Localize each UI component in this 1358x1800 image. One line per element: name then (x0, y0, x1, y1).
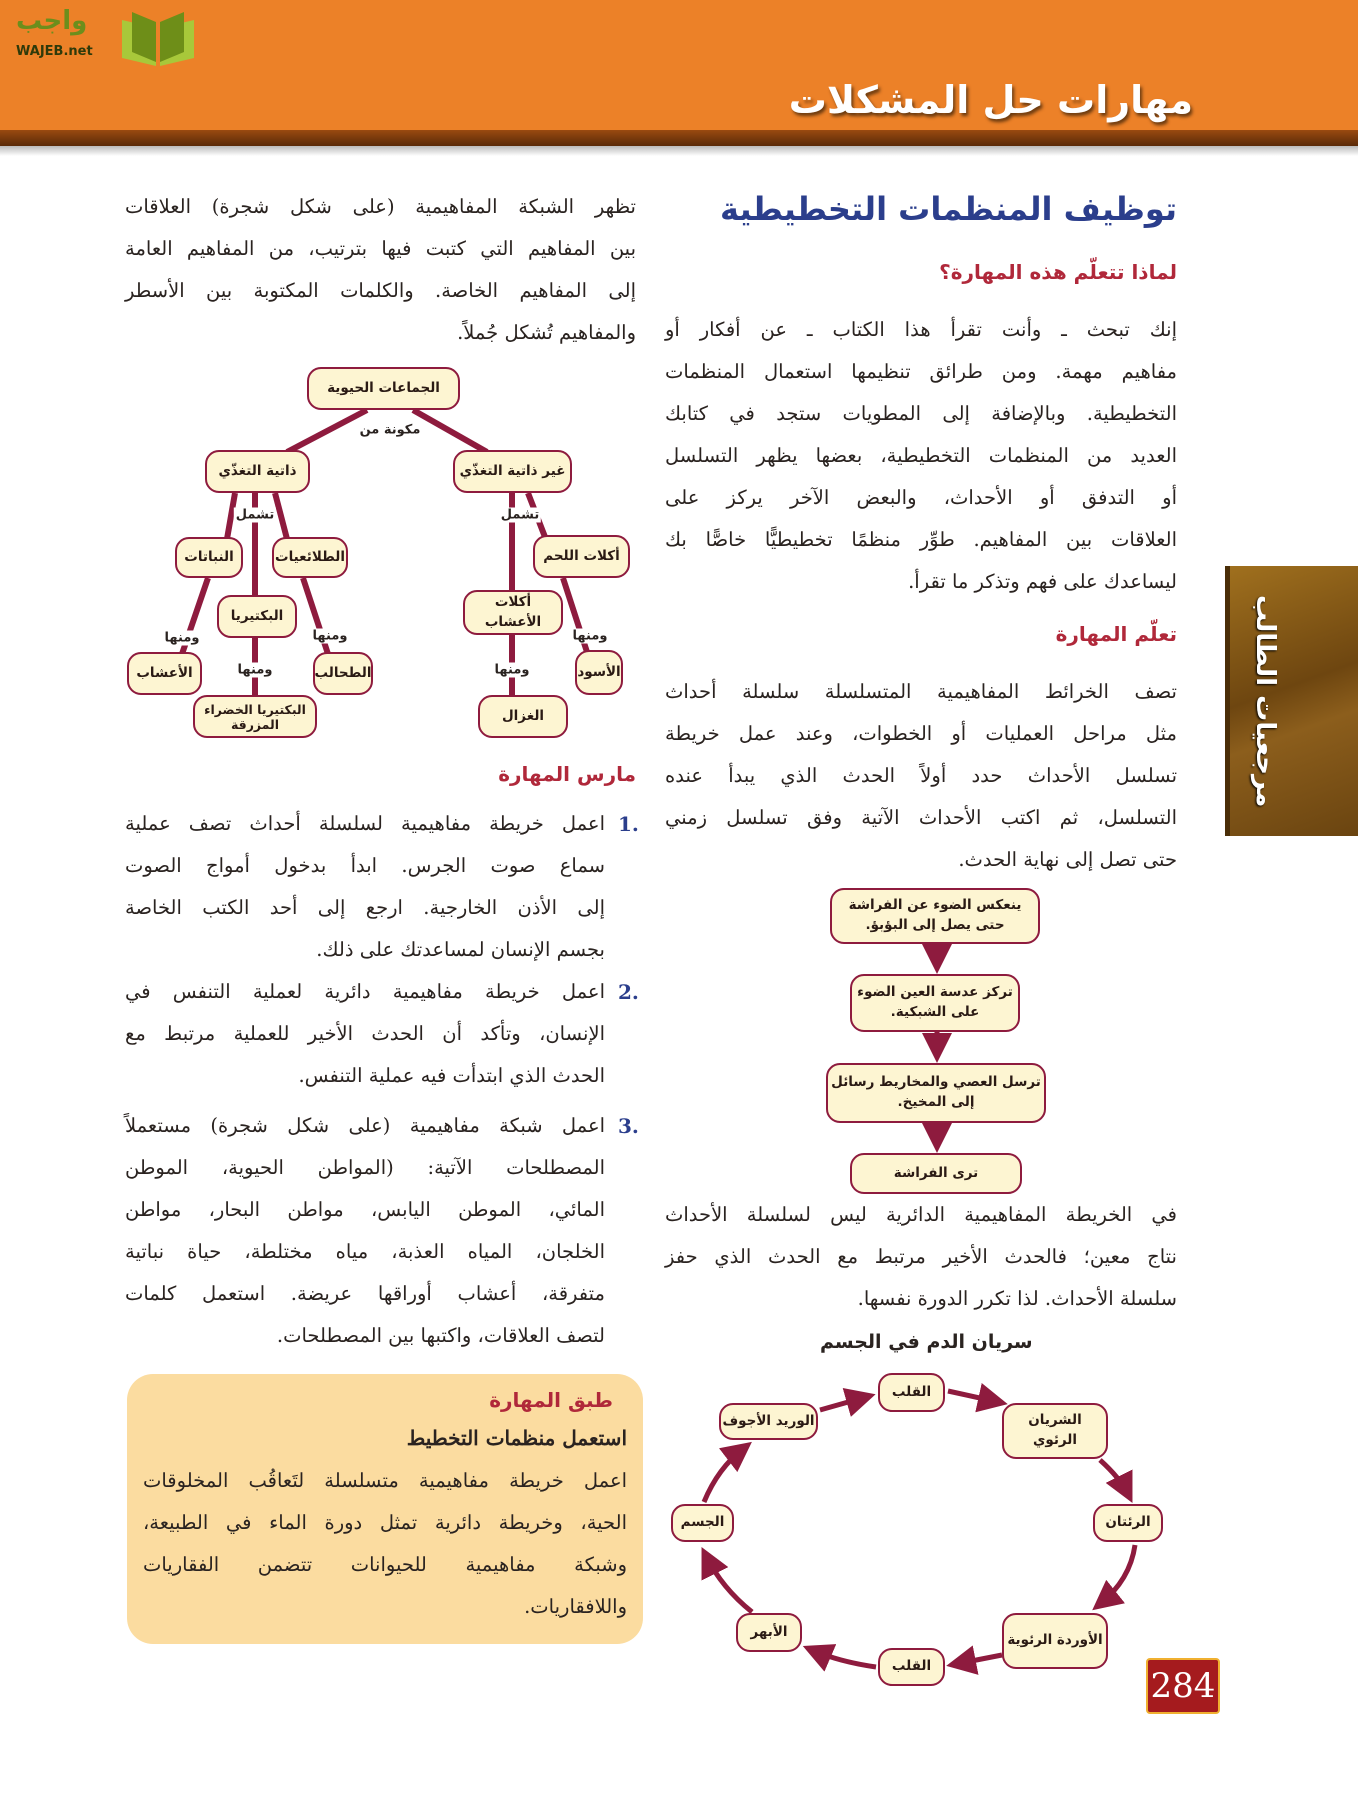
tree-plants: النباتات (175, 537, 243, 578)
practice-number-1: 1. (618, 812, 639, 836)
practice-item-3 (125, 1105, 605, 1357)
text-line: نتاج معين؛ فالحدث الأخير مرتبط مع الحدث الذي حفز (665, 1245, 1177, 1268)
text-line: في الخريطة المفاهيمية الدائرية ليس لسلسلة الأحداث (665, 1203, 1177, 1226)
text-line: إلى المفاهيم الخاصة. والكلمات المكتوبة بين الأسطر (125, 279, 636, 302)
tree-grasses: الأعشاب (127, 652, 202, 695)
text-line: اعمل خريطة مفاهيمية متسلسلة لتَعاقُب المخلوقات (143, 1469, 627, 1492)
tree-herbivores: أكلات الأعشاب (463, 590, 563, 635)
text-line: المائي، الموطن اليابس، مواطن البحار، مواطن (125, 1198, 605, 1221)
practice-number-2: 2. (618, 980, 639, 1004)
section-title: توظيف المنظمات التخطيطية (720, 190, 1177, 228)
page-number: 284 (1146, 1658, 1220, 1714)
text-line: الخلجان، المياه العذبة، مياه مختلطة، حياة نباتية (125, 1240, 605, 1263)
text-line: اعمل خريطة مفاهيمية لسلسلة أحداث تصف عملية (125, 812, 605, 835)
text-line: التسلسل، ثم اكتب الأحداث الآتية وفق تسلسل زمني (665, 806, 1177, 829)
tree-link-among-2: ومنها (237, 662, 273, 678)
apply-text (143, 1460, 627, 1628)
tree-root: الجماعات الحيوية (307, 367, 460, 410)
tree-link-among-5: ومنها (572, 628, 608, 644)
text-line: تظهر الشبكة المفاهيمية (على شكل شجرة) العلاقات (125, 195, 636, 218)
why-paragraph (665, 309, 1177, 603)
text-line: إلى الأذن الخارجية. ارجع إلى أحد الكتب الخاصة (125, 896, 605, 919)
text-line: اعمل شبكة مفاهيمية (على شكل شجرة) مستعملاً (125, 1114, 605, 1137)
tree-link-root: مكونة من (359, 422, 421, 438)
practice-number-3: 3. (618, 1114, 639, 1138)
text-line: والمفاهيم تُشكل جُملاً. (457, 321, 636, 344)
cycle-pulmonary-artery: الشريان الرئوي (1002, 1403, 1108, 1459)
text-line: الإنسان، وتأكد أن الحدث الأخير للعملية مرتبط مع (125, 1022, 605, 1045)
text-line: التخطيطية. وبالإضافة إلى المطويات ستجد في كتابك (665, 402, 1177, 425)
tree-protists: الطلائعيات (272, 537, 348, 578)
text-line: سماع صوت الجرس. ابدأ بدخول أمواج الصوت (125, 854, 605, 877)
apply-heading: طبق المهارة (489, 1388, 613, 1412)
tree-heterotrophs: غير ذاتية التغذّي (453, 450, 572, 493)
tree-link-includes-right: تشمل (500, 507, 540, 523)
header-band (0, 130, 1358, 146)
flow-step-3: ترسل العصي والمخاريط رسائل إلى المخيخ. (826, 1063, 1046, 1123)
apply-skill-box (127, 1374, 643, 1644)
tree-gazelle: الغزال (478, 695, 568, 738)
text-line: متفرقة، أعشاب أوراقها عريضة. استعمل كلمات (125, 1282, 605, 1305)
flow-step-2: تركز عدسة العين الضوء على الشبكية. (850, 974, 1020, 1032)
cycle-heart-top: القلب (878, 1373, 945, 1412)
text-line: إنك تبحث ـ وأنت تقرأ هذا الكتاب ـ عن أفكار أو (665, 318, 1177, 341)
tree-lions: الأسود (575, 650, 623, 695)
text-line: مفاهيم مهمة. ومن طرائق تنظيمها استعمال المنظمات (665, 360, 1177, 383)
tree-link-among-1: ومنها (164, 630, 200, 646)
flow-step-1: ينعكس الضوء عن الفراشة حتى يصل إلى البؤبؤ. (830, 888, 1040, 944)
book-icon (118, 8, 198, 68)
cycle-aorta: الأبهر (736, 1613, 802, 1652)
tree-autotrophs: ذاتية التغذّي (205, 450, 310, 493)
text-line: اعمل خريطة مفاهيمية دائرية لعملية التنفس في (125, 980, 605, 1003)
text-line: واللافقاريات. (524, 1595, 627, 1618)
tree-link-includes-left: تشمل (235, 507, 275, 523)
text-line: الحدث الذي ابتدأت فيه عملية التنفس. (298, 1064, 605, 1087)
tree-link-among-4: ومنها (494, 662, 530, 678)
tree-carnivores: أكلات اللحم (533, 535, 630, 578)
tree-algae: الطحالب (313, 652, 373, 695)
learn-paragraph (665, 671, 1177, 881)
cycle-title: سريان الدم في الجسم (820, 1331, 1033, 1353)
header-shadow (0, 146, 1358, 156)
text-line: سلسلة الأحداث. لذا تكرر الدورة نفسها. (857, 1287, 1177, 1310)
cycle-body: الجسم (671, 1504, 734, 1542)
text-line: لتصف العلاقات، واكتبها بين المصطلحات. (276, 1324, 605, 1347)
practice-item-1 (125, 803, 605, 971)
tree-intro-paragraph (125, 186, 636, 354)
text-line: بجسم الإنسان لمساعدتك على ذلك. (316, 938, 605, 961)
text-line: العديد من المنظمات التخطيطية، بعضها يظهر التسلسل (665, 444, 1177, 467)
chapter-title: مهارات حل المشكلات (788, 78, 1193, 122)
text-line: تسلسل الأحداث حدد أولاً الحدث الذي يبدأ عنده (665, 764, 1177, 787)
side-tab-student-references[interactable] (1225, 566, 1358, 836)
practice-item-2 (125, 971, 605, 1097)
text-line: حتى تصل إلى نهاية الحدث. (958, 848, 1177, 871)
cycle-heart-bottom: القلب (878, 1648, 945, 1686)
apply-subheading: استعمل منظمات التخطيط (406, 1426, 627, 1450)
cycle-paragraph (665, 1194, 1177, 1320)
text-line: العلاقات بين المفاهيم. طوِّر منظمًا تخطيطيًّا خاصًّا بك (665, 528, 1177, 551)
cycle-vena-cava: الوريد الأجوف (719, 1403, 818, 1440)
text-line: بين المفاهيم التي كتبت فيها بترتيب، من المفاهيم العامة (125, 237, 636, 260)
tree-bacteria: البكتيريا (217, 595, 297, 638)
text-line: ليساعدك على فهم وتذكر ما تقرأ. (908, 570, 1177, 593)
text-line: مثل مراحل العمليات أو الخطوات، وعند عمل خريطة (665, 722, 1177, 745)
learn-heading: تعلّم المهارة (1055, 622, 1177, 646)
text-line: الحية، وخريطة دائرية تمثل دورة الماء في الطبيعة، (143, 1511, 627, 1534)
text-line: المصطلحات الآتية: (المواطن الحيوية، الموطن (125, 1156, 605, 1179)
why-heading: لماذا تتعلّم هذه المهارة؟ (939, 260, 1177, 284)
cycle-lungs: الرئتان (1093, 1504, 1163, 1542)
cycle-pulmonary-veins: الأوردة الرئوية (1002, 1613, 1108, 1669)
practice-heading: مارس المهارة (498, 762, 636, 786)
logo-latin: WAJEB.net (16, 44, 93, 59)
tree-link-among-3: ومنها (312, 628, 348, 644)
side-tab-label: مرجعيات الطالب (1250, 594, 1280, 808)
tree-cyanobacteria: البكتيريا الخضراء المزرقة (193, 695, 317, 738)
text-line: تصف الخرائط المفاهيمية المتسلسلة سلسلة أحداث (665, 680, 1177, 703)
wajeb-logo (10, 6, 190, 66)
logo-arabic: واجب (16, 6, 88, 36)
text-line: وشبكة مفاهيمية للحيوانات تتضمن الفقاريات (143, 1553, 627, 1576)
text-line: أو التدفق أو الأحداث، والبعض الآخر يركز على (665, 486, 1177, 509)
flow-step-4: ترى الفراشة (850, 1153, 1022, 1194)
